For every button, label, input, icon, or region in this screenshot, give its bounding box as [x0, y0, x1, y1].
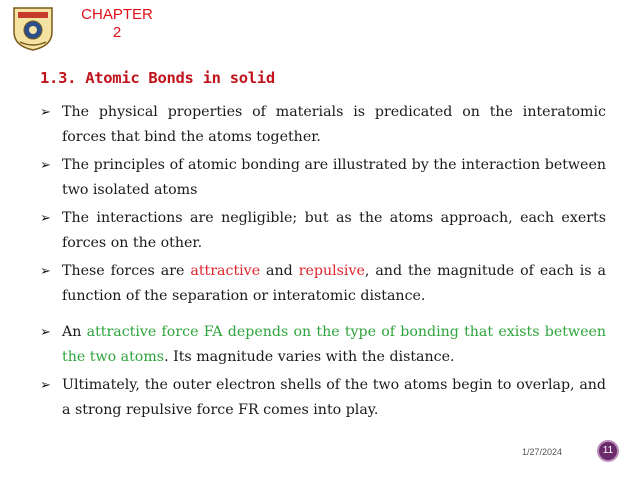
bullet-text: , and the magnitude of each is a function of the separation or interatomic distance.	[62, 263, 607, 304]
bullet-item	[40, 259, 606, 309]
university-logo-icon	[10, 4, 56, 52]
chapter-label: CHAPTER	[81, 6, 153, 23]
bullet-item	[40, 373, 606, 423]
bullet-text: The principles of atomic bonding are illustrated by the interaction between two isolated atoms	[62, 157, 606, 198]
highlight-attractive: attractive	[190, 263, 261, 279]
arrow-bullet-icon: ➢	[40, 264, 51, 279]
bullet-text: The physical properties of materials is predicated on the interatomic forces that bind the atoms together.	[62, 104, 606, 145]
bullet-text: The interactions are negligible; but as the atoms approach, each exerts forces on the other.	[62, 210, 606, 251]
highlight-repulsive: repulsive	[298, 263, 365, 279]
bullet-item	[40, 153, 606, 203]
chapter-number: 2	[112, 24, 122, 41]
highlight-attractive-force: attractive force FA depends on the type of bonding that exists between the two atoms	[62, 324, 607, 365]
slide-date: 1/27/2024	[522, 447, 563, 457]
arrow-bullet-icon: ➢	[40, 105, 51, 120]
chapter-heading	[72, 6, 162, 42]
arrow-bullet-icon: ➢	[40, 325, 51, 340]
bullet-item	[40, 320, 606, 370]
bullet-item	[40, 206, 606, 256]
bullet-text: An	[62, 324, 87, 340]
bullet-item	[40, 100, 606, 150]
arrow-bullet-icon: ➢	[40, 211, 51, 226]
bullet-text: . Its magnitude varies with the distance.	[164, 349, 455, 365]
arrow-bullet-icon: ➢	[40, 158, 51, 173]
bullet-text: These forces are	[62, 263, 191, 279]
bullet-list	[40, 100, 606, 423]
page-number-badge: 11	[597, 440, 619, 462]
bullet-text: and	[260, 263, 299, 279]
section-title	[40, 69, 275, 87]
bullet-text: Ultimately, the outer electron shells of the two atoms begin to overlap, and a strong repulsive force FR comes into play.	[62, 377, 606, 418]
section-number: 1.3.	[40, 69, 77, 87]
section-title-text: Atomic Bonds in solid	[85, 69, 275, 87]
arrow-bullet-icon: ➢	[40, 378, 51, 393]
